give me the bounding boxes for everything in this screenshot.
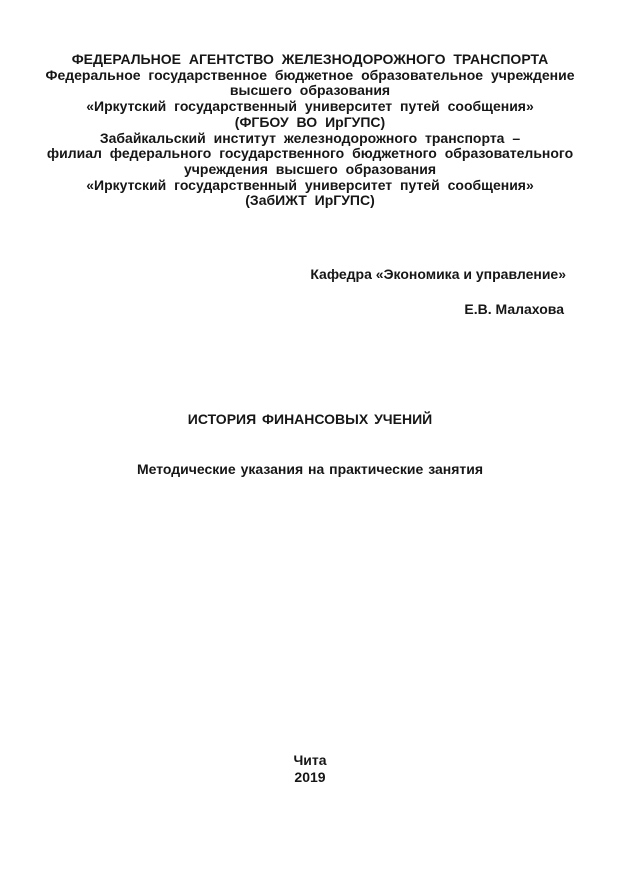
document-subtitle: Методические указания на практические занятия <box>136 461 484 477</box>
imprint-city: Чита <box>293 752 327 768</box>
header-line: высшего образования <box>229 82 391 99</box>
header-line: учреждения высшего образования <box>184 160 436 177</box>
imprint <box>0 752 620 785</box>
document-title: ИСТОРИЯ ФИНАНСОВЫХ УЧЕНИЙ <box>187 411 433 427</box>
header-line: «Иркутский государственный университет путей сообщения» <box>86 98 534 115</box>
header-line: (ЗабИЖТ ИрГУПС) <box>245 192 375 209</box>
header-line: Забайкальский институт железнодорожного транспорта – <box>99 129 521 146</box>
header-line: Федеральное государственное бюджетное образовательное учреждение <box>45 66 575 83</box>
imprint-year: 2019 <box>294 768 326 785</box>
organization-header <box>30 52 590 209</box>
header-line: «Иркутский государственный университет путей сообщения» <box>86 176 534 193</box>
department-label: Кафедра «Экономика и управление» <box>310 266 566 282</box>
header-line: филиал федерального государственного бюджетного образовательного <box>46 145 574 162</box>
header-line: ФЕДЕРАЛЬНОЕ АГЕНТСТВО ЖЕЛЕЗНОДОРОЖНОГО ТРАНСПОРТА <box>71 51 549 67</box>
header-line: (ФГБОУ ВО ИрГУПС) <box>234 113 386 130</box>
author-name: Е.В. Малахова <box>464 301 564 317</box>
